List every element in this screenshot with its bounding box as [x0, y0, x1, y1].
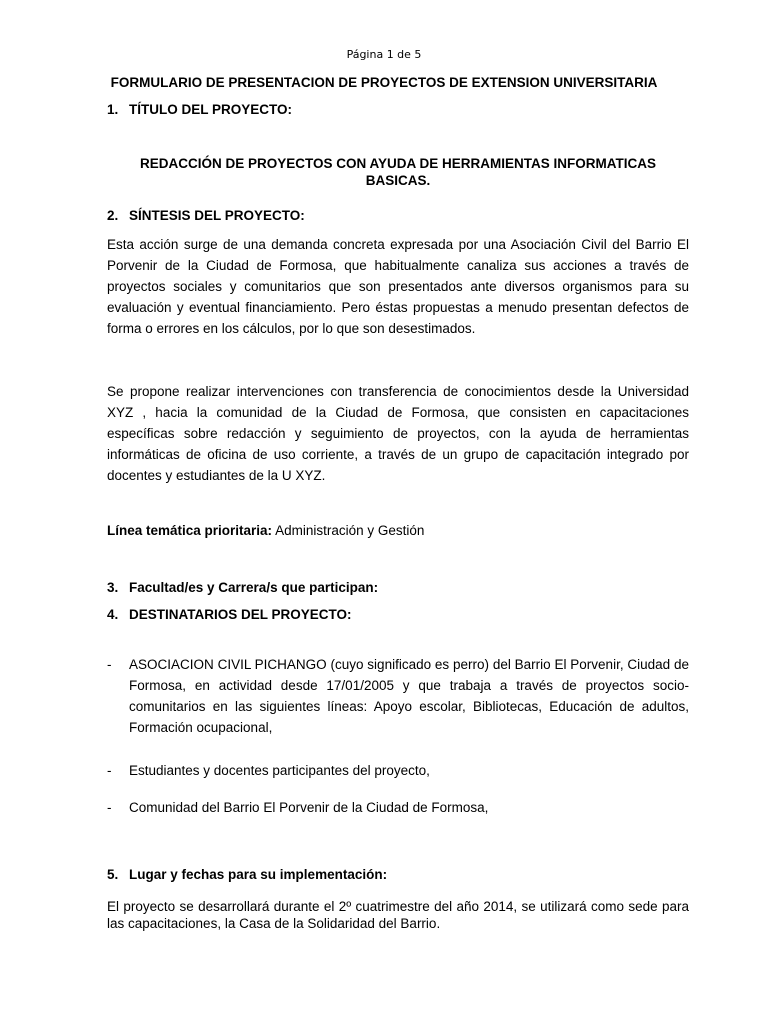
recipient-list-item — [107, 654, 689, 738]
section-number: 2. — [107, 208, 119, 223]
recipient-list-item — [107, 760, 689, 781]
section-number: 4. — [107, 607, 119, 622]
thematic-line-value: Administración y Gestión — [272, 523, 425, 538]
section-title: Facultad/es y Carrera/s que participan: — [129, 580, 379, 595]
thematic-line — [107, 523, 424, 538]
recipient-text: Comunidad del Barrio El Porvenir de la Ciudad de Formosa, — [129, 800, 489, 815]
recipient-list-item — [107, 797, 689, 818]
section-number: 3. — [107, 580, 119, 595]
recipient-text: Estudiantes y docentes participantes del proyecto, — [129, 763, 430, 778]
section-title: Lugar y fechas para su implementación: — [129, 867, 388, 882]
document-title: FORMULARIO DE PRESENTACION DE PROYECTOS DE EXTENSION UNIVERSITARIA — [110, 75, 658, 90]
section-title: TÍTULO DEL PROYECTO: — [129, 102, 293, 117]
bullet-dash: - — [107, 800, 112, 815]
section-number: 5. — [107, 867, 119, 882]
bullet-dash: - — [107, 763, 112, 778]
section-5-heading — [107, 867, 387, 882]
section-1-heading — [107, 102, 292, 117]
section-number: 1. — [107, 102, 119, 117]
section-2-heading — [107, 208, 305, 223]
section-4-heading — [107, 607, 352, 622]
synthesis-paragraph-2: Se propone realizar intervenciones con transferencia de conocimientos desde la Universidad XYZ , hacia la comunidad de la Ciudad de Formosa, que consisten en capacitaciones específicas sobre redacción y seguimiento de proyectos, con la ayuda de herramientas informáticas de oficina de uso corriente, a través de un grupo de capacitación integrado por docentes y estudiantes de la U XYZ. — [107, 384, 689, 483]
recipient-text: ASOCIACION CIVIL PICHANGO (cuyo significado es perro) del Barrio El Porvenir, Ciudad de Formosa, en actividad desde 17/01/2005 y que trabaja a través de proyectos socio-comunitarios en las siguientes líneas: Apoyo escolar, Bibliotecas, Educación de adultos, Formación ocupacional, — [129, 657, 689, 735]
thematic-line-label: Línea temática prioritaria: — [107, 523, 273, 538]
section-title: DESTINATARIOS DEL PROYECTO: — [129, 607, 352, 622]
project-title: REDACCIÓN DE PROYECTOS CON AYUDA DE HERRAMIENTAS INFORMATICAS BASICAS. — [139, 156, 657, 188]
section-title: SÍNTESIS DEL PROYECTO: — [129, 208, 305, 223]
bullet-dash: - — [107, 657, 112, 672]
implementation-paragraph: El proyecto se desarrollará durante el 2º cuatrimestre del año 2014, se utilizará como sede para las capacitaciones, la Casa de la Solidaridad del Barrio. — [107, 899, 689, 931]
page-number: Página 1 de 5 — [346, 48, 422, 61]
synthesis-paragraph-1: Esta acción surge de una demanda concreta expresada por una Asociación Civil del Barrio El Porvenir de la Ciudad de Formosa, que habitualmente canaliza sus acciones a través de proyectos sociales y comunitarios que son presentados ante diversos organismos para su evaluación y eventual financiamiento. Pero éstas propuestas a menudo presentan defectos de forma o errores en los cálculos, por lo que son desestimados. — [107, 237, 689, 336]
section-3-heading — [107, 580, 378, 595]
